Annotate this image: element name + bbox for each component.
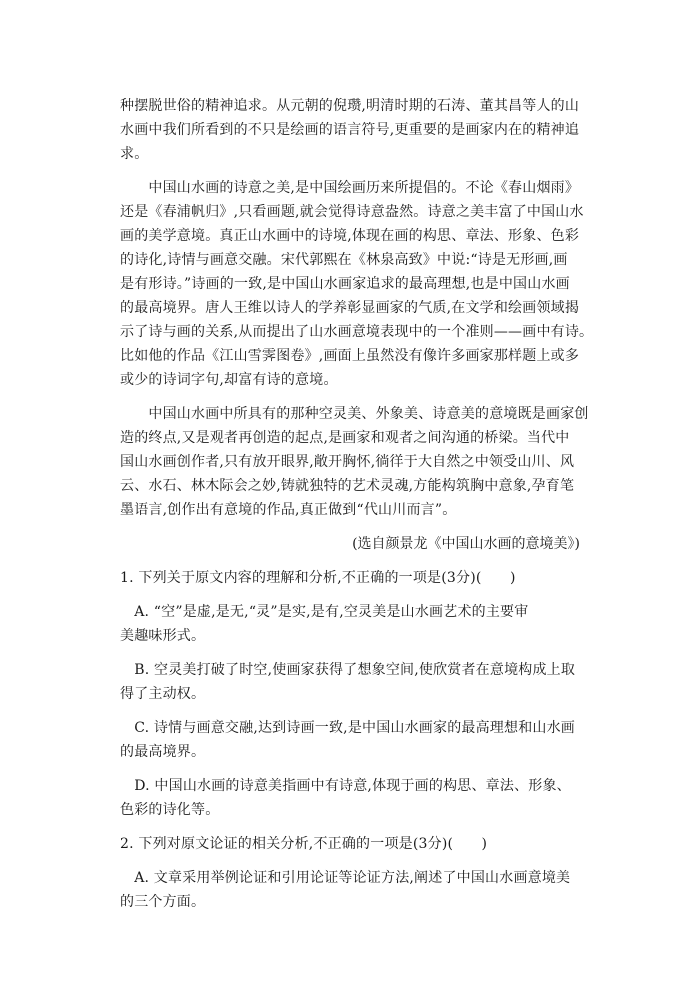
question-2-stem: 2. 下列对原文论证的相关分析,不正确的一项是(3分)( )	[120, 836, 488, 852]
paragraph-2-line: 或少的诗词字句,却富有诗的意境。	[120, 372, 338, 388]
paragraph-3-line: 云、水石、林木际会之妙,铸就独特的艺术灵魂,方能构筑胸中意象,孕育笔	[120, 478, 575, 494]
paragraph-1-line: 求。	[120, 146, 149, 162]
paragraph-2-line: 示了诗与画的关系,从而提出了山水画意境表现中的一个准则——画中有诗。	[120, 324, 594, 340]
paragraph-2-line: 的诗化,诗情与画意交融。宋代郭熙在《林泉高致》中说:“诗是无形画,画	[120, 252, 568, 268]
question-1-option-b: B. 空灵美打破了时空,使画家获得了想象空间,使欣赏者在意境构成上取	[120, 662, 576, 678]
paragraph-2-line: 中国山水画的诗意之美,是中国绘画历来所提倡的。不论《春山烟雨》	[120, 180, 580, 196]
question-2-option-a: A. 文章采用举例论证和引用论证等论证方法,阐述了中国山水画意境美	[120, 870, 571, 886]
question-1-stem: 1. 下列关于原文内容的理解和分析,不正确的一项是(3分)( )	[120, 570, 516, 586]
question-1-option-c-cont: 的最高境界。	[120, 744, 206, 760]
question-1-option-a: A. “空”是虚,是无,“灵”是实,是有,空灵美是山水画艺术的主要审	[120, 604, 529, 620]
paragraph-2-line: 的最高境界。唐人王维以诗人的学养彰显画家的气质,在文学和绘画领域揭	[120, 300, 580, 316]
question-1-option-d: D. 中国山水画的诗意美指画中有诗意,体现于画的构思、章法、形象、	[120, 778, 571, 794]
question-1-option-c: C. 诗情与画意交融,达到诗画一致,是中国山水画家的最高理想和山水画	[120, 720, 576, 736]
paragraph-3-line: 国山水画创作者,只有放开眼界,敞开胸怀,徜徉于大自然之中领受山川、风	[120, 454, 575, 470]
paragraph-2-line: 还是《春浦帆归》,只看画题,就会觉得诗意盎然。诗意之美丰富了中国山水	[120, 204, 584, 220]
paragraph-1-line: 水画中我们所看到的不只是绘画的语言符号,更重要的是画家内在的精神追	[120, 122, 580, 138]
paragraph-3-line: 墨语言,创作出有意境的作品,真正做到“代山川而言”。	[120, 502, 457, 518]
paragraph-2-line: 画的美学意境。真正山水画中的诗境,体现在画的构思、章法、形象、色彩	[120, 228, 580, 244]
paragraph-3-line: 中国山水画中所具有的那种空灵美、外象美、诗意美的意境既是画家创	[120, 406, 589, 422]
source-citation: (选自颜景龙《中国山水画的意境美》)	[352, 536, 580, 552]
paragraph-3-line: 造的终点,又是观者再创造的起点,是画家和观者之间沟通的桥梁。当代中	[120, 430, 570, 446]
paragraph-2-line: 比如他的作品《江山雪霁图卷》,画面上虽然没有像许多画家那样题上或多	[120, 348, 580, 364]
question-1-option-d-cont: 色彩的诗化等。	[120, 802, 220, 818]
question-1-option-a-cont: 美趣味形式。	[120, 628, 206, 644]
paragraph-2-line: 是有形诗。”诗画的一致,是中国山水画家追求的最高理想,也是中国山水画	[120, 276, 570, 292]
question-1-option-b-cont: 得了主动权。	[120, 686, 206, 702]
question-2-option-a-cont: 的三个方面。	[120, 894, 206, 910]
paragraph-1-line: 种摆脱世俗的精神追求。从元朝的倪瓒,明清时期的石涛、董其昌等人的山	[120, 98, 580, 114]
